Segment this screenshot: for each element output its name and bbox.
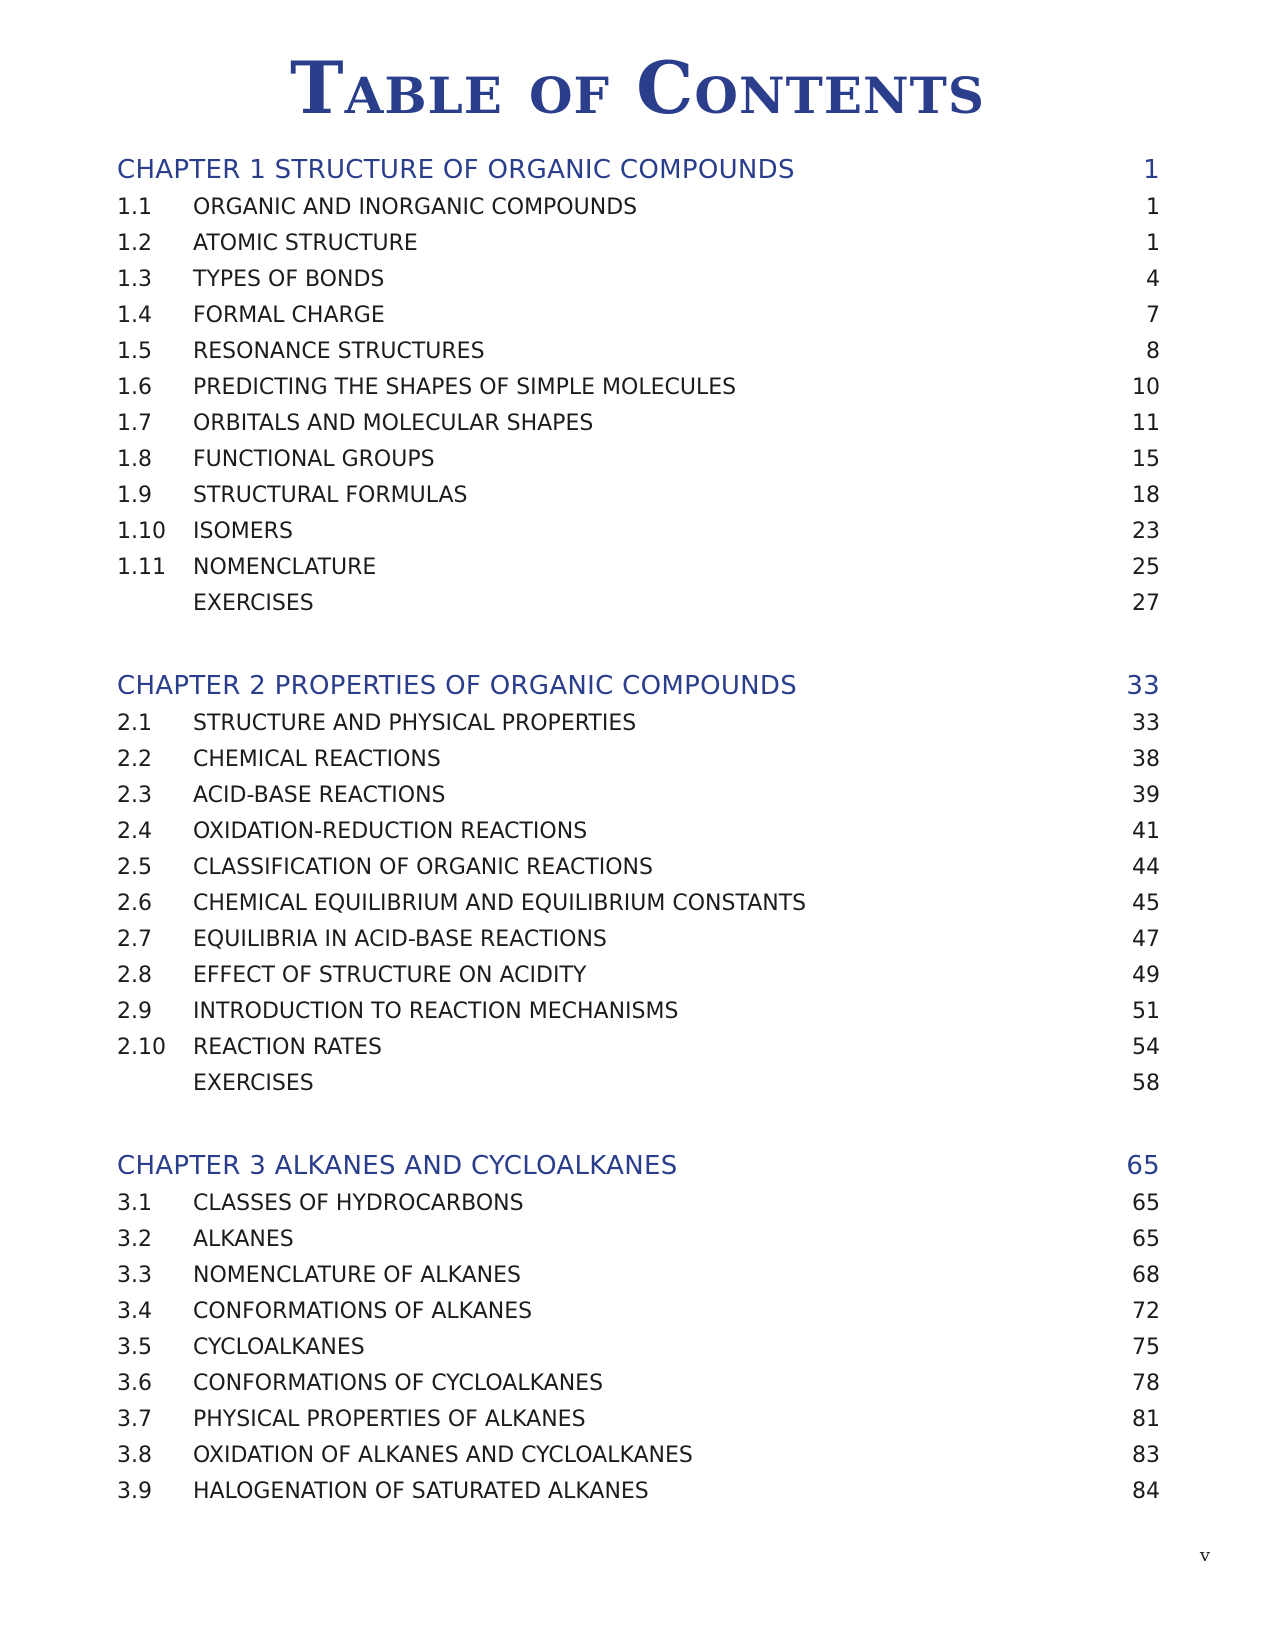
section-title: ALKANES bbox=[193, 1227, 294, 1252]
toc-entry[interactable] bbox=[117, 886, 1160, 922]
toc-entry[interactable] bbox=[117, 778, 1160, 814]
section-page-number: 25 bbox=[1132, 555, 1160, 580]
toc-entry[interactable] bbox=[117, 514, 1160, 550]
section-title: INTRODUCTION TO REACTION MECHANISMS bbox=[193, 999, 679, 1024]
section-title: CLASSIFICATION OF ORGANIC REACTIONS bbox=[193, 855, 653, 880]
section-number: 3.5 bbox=[117, 1335, 152, 1360]
section-number: 1.11 bbox=[117, 555, 166, 580]
section-page-number: 81 bbox=[1132, 1407, 1160, 1432]
section-page-number: 83 bbox=[1132, 1443, 1160, 1468]
toc-entry[interactable] bbox=[117, 406, 1160, 442]
section-number: 3.4 bbox=[117, 1299, 152, 1324]
chapter-heading[interactable] bbox=[117, 1146, 1160, 1186]
toc-entry[interactable] bbox=[117, 334, 1160, 370]
section-number: 1.6 bbox=[117, 375, 152, 400]
section-title: CHEMICAL REACTIONS bbox=[193, 747, 441, 772]
section-number: 2.5 bbox=[117, 855, 152, 880]
section-page-number: 27 bbox=[1132, 591, 1160, 616]
section-page-number: 11 bbox=[1132, 411, 1160, 436]
section-number: 1.4 bbox=[117, 303, 152, 328]
section-number: 3.6 bbox=[117, 1371, 152, 1396]
toc-entry[interactable] bbox=[117, 298, 1160, 334]
section-page-number: 78 bbox=[1132, 1371, 1160, 1396]
table-of-contents bbox=[117, 150, 1160, 1554]
section-page-number: 68 bbox=[1132, 1263, 1160, 1288]
section-title: CYCLOALKANES bbox=[193, 1335, 365, 1360]
section-number: 2.1 bbox=[117, 711, 152, 736]
section-number: 3.9 bbox=[117, 1479, 152, 1504]
section-number: 2.4 bbox=[117, 819, 152, 844]
section-number: 2.7 bbox=[117, 927, 152, 952]
section-title: REACTION RATES bbox=[193, 1035, 382, 1060]
section-number: 2.10 bbox=[117, 1035, 166, 1060]
section-page-number: 72 bbox=[1132, 1299, 1160, 1324]
toc-entry[interactable] bbox=[117, 190, 1160, 226]
section-title: CONFORMATIONS OF CYCLOALKANES bbox=[193, 1371, 604, 1396]
page-title: Table of Contents bbox=[290, 45, 985, 130]
section-number: 1.1 bbox=[117, 195, 152, 220]
toc-entry[interactable] bbox=[117, 1066, 1160, 1102]
chapter-section bbox=[117, 1146, 1160, 1510]
chapter-section bbox=[117, 150, 1160, 622]
section-number: 3.1 bbox=[117, 1191, 152, 1216]
toc-entry[interactable] bbox=[117, 850, 1160, 886]
toc-entry[interactable] bbox=[117, 1474, 1160, 1510]
toc-entry[interactable] bbox=[117, 814, 1160, 850]
section-title: TYPES OF BONDS bbox=[193, 267, 385, 292]
section-page-number: 33 bbox=[1132, 711, 1160, 736]
toc-entry[interactable] bbox=[117, 442, 1160, 478]
section-page-number: 23 bbox=[1132, 519, 1160, 544]
section-page-number: 75 bbox=[1132, 1335, 1160, 1360]
section-number: 1.9 bbox=[117, 483, 152, 508]
section-page-number: 44 bbox=[1132, 855, 1160, 880]
section-page-number: 84 bbox=[1132, 1479, 1160, 1504]
section-title: CHEMICAL EQUILIBRIUM AND EQUILIBRIUM CONSTANTS bbox=[193, 891, 807, 916]
toc-entry[interactable] bbox=[117, 1438, 1160, 1474]
toc-entry[interactable] bbox=[117, 742, 1160, 778]
toc-entry[interactable] bbox=[117, 1258, 1160, 1294]
toc-entry[interactable] bbox=[117, 370, 1160, 406]
section-number: 2.3 bbox=[117, 783, 152, 808]
section-title: HALOGENATION OF SATURATED ALKANES bbox=[193, 1479, 649, 1504]
toc-entry[interactable] bbox=[117, 262, 1160, 298]
section-title: ATOMIC STRUCTURE bbox=[193, 231, 418, 256]
chapter-title: CHAPTER 2 PROPERTIES OF ORGANIC COMPOUNDS bbox=[117, 671, 798, 701]
section-page-number: 18 bbox=[1132, 483, 1160, 508]
section-title: PHYSICAL PROPERTIES OF ALKANES bbox=[193, 1407, 586, 1432]
toc-entry[interactable] bbox=[117, 1294, 1160, 1330]
section-number: 1.8 bbox=[117, 447, 152, 472]
section-title: EXERCISES bbox=[193, 591, 314, 616]
toc-entry[interactable] bbox=[117, 1330, 1160, 1366]
section-title: FORMAL CHARGE bbox=[193, 303, 385, 328]
toc-entry[interactable] bbox=[117, 1030, 1160, 1066]
section-title: ACID-BASE REACTIONS bbox=[193, 783, 446, 808]
chapter-heading[interactable] bbox=[117, 150, 1160, 190]
section-title: EFFECT OF STRUCTURE ON ACIDITY bbox=[193, 963, 587, 988]
section-page-number: 41 bbox=[1132, 819, 1160, 844]
section-number: 2.8 bbox=[117, 963, 152, 988]
section-number: 1.2 bbox=[117, 231, 152, 256]
toc-entry[interactable] bbox=[117, 226, 1160, 262]
chapter-page-number: 65 bbox=[1126, 1151, 1160, 1181]
toc-entry[interactable] bbox=[117, 586, 1160, 622]
section-title: OXIDATION OF ALKANES AND CYCLOALKANES bbox=[193, 1443, 693, 1468]
section-page-number: 8 bbox=[1146, 339, 1160, 364]
section-number: 1.7 bbox=[117, 411, 152, 436]
section-list bbox=[117, 1186, 1160, 1510]
section-title: NOMENCLATURE OF ALKANES bbox=[193, 1263, 521, 1288]
section-title: OXIDATION-REDUCTION REACTIONS bbox=[193, 819, 588, 844]
section-number: 3.8 bbox=[117, 1443, 152, 1468]
section-title: CLASSES OF HYDROCARBONS bbox=[193, 1191, 524, 1216]
section-list bbox=[117, 190, 1160, 622]
toc-entry[interactable] bbox=[117, 1366, 1160, 1402]
section-page-number: 45 bbox=[1132, 891, 1160, 916]
section-list bbox=[117, 706, 1160, 1102]
section-page-number: 51 bbox=[1132, 999, 1160, 1024]
chapter-title: CHAPTER 1 STRUCTURE OF ORGANIC COMPOUNDS bbox=[117, 155, 795, 185]
toc-entry[interactable] bbox=[117, 922, 1160, 958]
chapter-page-number: 33 bbox=[1126, 671, 1160, 701]
section-number: 3.2 bbox=[117, 1227, 152, 1252]
toc-entry[interactable] bbox=[117, 1402, 1160, 1438]
section-title: ORBITALS AND MOLECULAR SHAPES bbox=[193, 411, 594, 436]
section-page-number: 4 bbox=[1146, 267, 1160, 292]
chapter-page-number: 1 bbox=[1143, 155, 1160, 185]
section-page-number: 38 bbox=[1132, 747, 1160, 772]
page-folio: v bbox=[1199, 1545, 1210, 1566]
section-page-number: 7 bbox=[1146, 303, 1160, 328]
section-number: 2.2 bbox=[117, 747, 152, 772]
section-title: FUNCTIONAL GROUPS bbox=[193, 447, 435, 472]
section-number: 1.3 bbox=[117, 267, 152, 292]
section-page-number: 15 bbox=[1132, 447, 1160, 472]
section-number: 3.3 bbox=[117, 1263, 152, 1288]
toc-entry[interactable] bbox=[117, 706, 1160, 742]
toc-entry[interactable] bbox=[117, 1186, 1160, 1222]
section-page-number: 39 bbox=[1132, 783, 1160, 808]
toc-entry[interactable] bbox=[117, 1222, 1160, 1258]
section-page-number: 10 bbox=[1132, 375, 1160, 400]
section-page-number: 54 bbox=[1132, 1035, 1160, 1060]
section-title: EXERCISES bbox=[193, 1071, 314, 1096]
toc-entry[interactable] bbox=[117, 478, 1160, 514]
section-title: EQUILIBRIA IN ACID-BASE REACTIONS bbox=[193, 927, 607, 952]
section-title: CONFORMATIONS OF ALKANES bbox=[193, 1299, 533, 1324]
section-page-number: 65 bbox=[1132, 1191, 1160, 1216]
chapter-section bbox=[117, 666, 1160, 1102]
section-page-number: 65 bbox=[1132, 1227, 1160, 1252]
section-page-number: 1 bbox=[1146, 231, 1160, 256]
section-page-number: 49 bbox=[1132, 963, 1160, 988]
section-title: ISOMERS bbox=[193, 519, 293, 544]
section-title: STRUCTURAL FORMULAS bbox=[193, 483, 468, 508]
section-number: 1.5 bbox=[117, 339, 152, 364]
chapter-heading[interactable] bbox=[117, 666, 1160, 706]
section-title: NOMENCLATURE bbox=[193, 555, 377, 580]
chapter-title: CHAPTER 3 ALKANES AND CYCLOALKANES bbox=[117, 1151, 678, 1181]
toc-entry[interactable] bbox=[117, 994, 1160, 1030]
section-number: 3.7 bbox=[117, 1407, 152, 1432]
section-number: 2.9 bbox=[117, 999, 152, 1024]
toc-entry[interactable] bbox=[117, 550, 1160, 586]
section-title: RESONANCE STRUCTURES bbox=[193, 339, 485, 364]
section-title: STRUCTURE AND PHYSICAL PROPERTIES bbox=[193, 711, 637, 736]
section-number: 2.6 bbox=[117, 891, 152, 916]
section-number: 1.10 bbox=[117, 519, 166, 544]
toc-entry[interactable] bbox=[117, 958, 1160, 994]
section-page-number: 47 bbox=[1132, 927, 1160, 952]
section-page-number: 1 bbox=[1146, 195, 1160, 220]
section-page-number: 58 bbox=[1132, 1071, 1160, 1096]
section-title: ORGANIC AND INORGANIC COMPOUNDS bbox=[193, 195, 638, 220]
section-title: PREDICTING THE SHAPES OF SIMPLE MOLECULES bbox=[193, 375, 737, 400]
